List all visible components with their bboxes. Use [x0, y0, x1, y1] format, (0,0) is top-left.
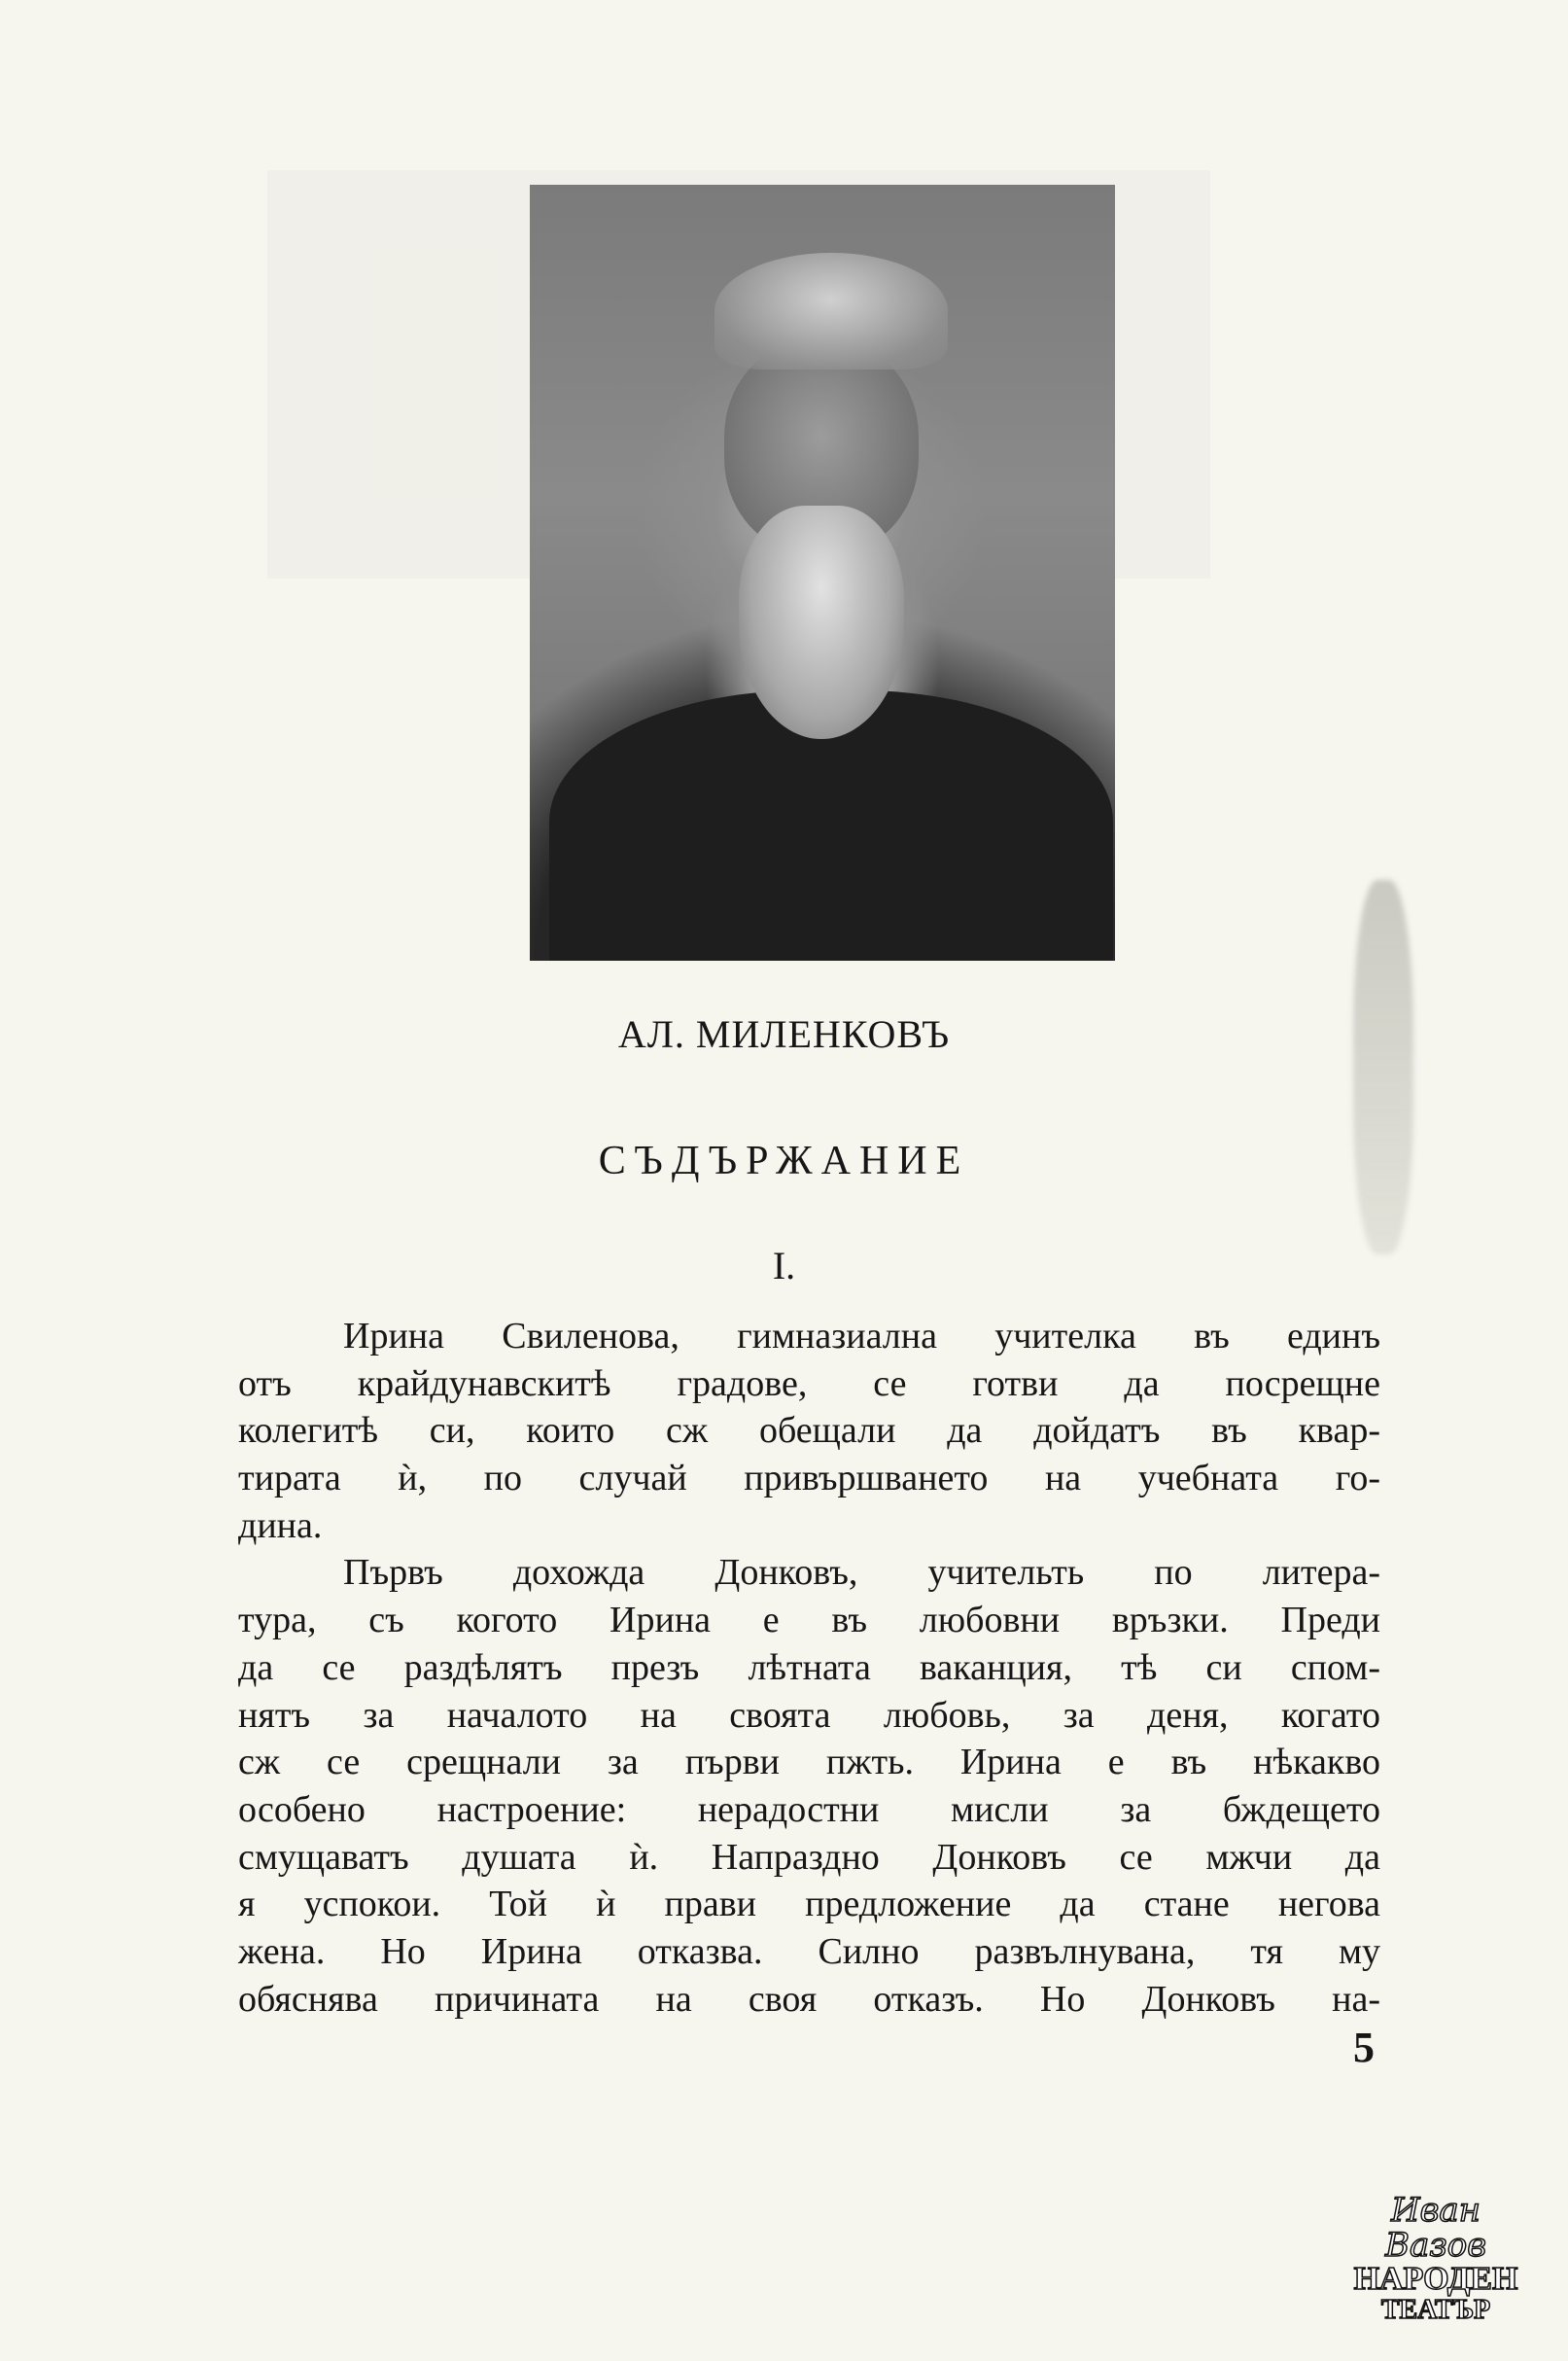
part-number: I.: [772, 1244, 796, 1287]
text-line: особено настроение: нерадостни мисли за бждещето: [238, 1788, 1380, 1830]
text-line: дина.: [238, 1504, 323, 1546]
text-line: нятъ за началото на своята любовь, за деня, когато: [238, 1694, 1380, 1736]
stamp-signature: Иван Вазов: [1384, 2191, 1487, 2265]
text-line: обяснява причината на своя отказъ. Но Донковъ на-: [238, 1978, 1380, 2020]
text-line: сж се срещнали за първи пжть. Ирина е въ нѣкакво: [238, 1742, 1380, 1783]
text-line: тура, съ когото Ирина е въ любовни връзки. Преди: [238, 1600, 1380, 1641]
photo-caption: АЛ. МИЛЕНКОВЪ: [617, 1012, 951, 1056]
text-line: Ирина Свиленова, гимназиална учителка въ единъ: [343, 1316, 1380, 1357]
stamp-line1: НАРОДЕН: [1353, 2261, 1518, 2297]
text-line: жена. Но Ирина отказва. Силно развълнувана, тя му: [238, 1930, 1380, 1972]
text-line: смущаватъ душата ѝ. Напраздно Донковъ се мжчи да: [238, 1836, 1380, 1878]
portrait-hair: [714, 253, 948, 370]
stamp-line2: ТЕАТЪР: [1380, 2295, 1491, 2325]
author-portrait-photo: [530, 185, 1115, 961]
text-line: колегитѣ си, които сж обещали да дойдатъ въ квар-: [238, 1410, 1380, 1452]
national-theatre-stamp: [1353, 2193, 1518, 2325]
text-line: Първъ дохожда Донковъ, учительть по литера-: [343, 1552, 1380, 1594]
page-number: 5: [1353, 2024, 1375, 2071]
text-line: да се раздѣлятъ презъ лѣтната ваканция, тѣ си спом-: [238, 1646, 1380, 1688]
synopsis-text: [238, 1313, 1380, 2023]
text-line: я успокои. Той ѝ прави предложение да стане негова: [238, 1884, 1380, 1925]
text-line: отъ крайдунавскитѣ градове, се готви да посрещне: [238, 1362, 1380, 1404]
text-line: тирата ѝ, по случай привършването на учебната го-: [238, 1458, 1380, 1499]
paper-stain: [1353, 880, 1413, 1254]
section-title: СЪДЪРЖАНИЕ: [598, 1139, 970, 1183]
portrait-beard: [739, 506, 904, 739]
